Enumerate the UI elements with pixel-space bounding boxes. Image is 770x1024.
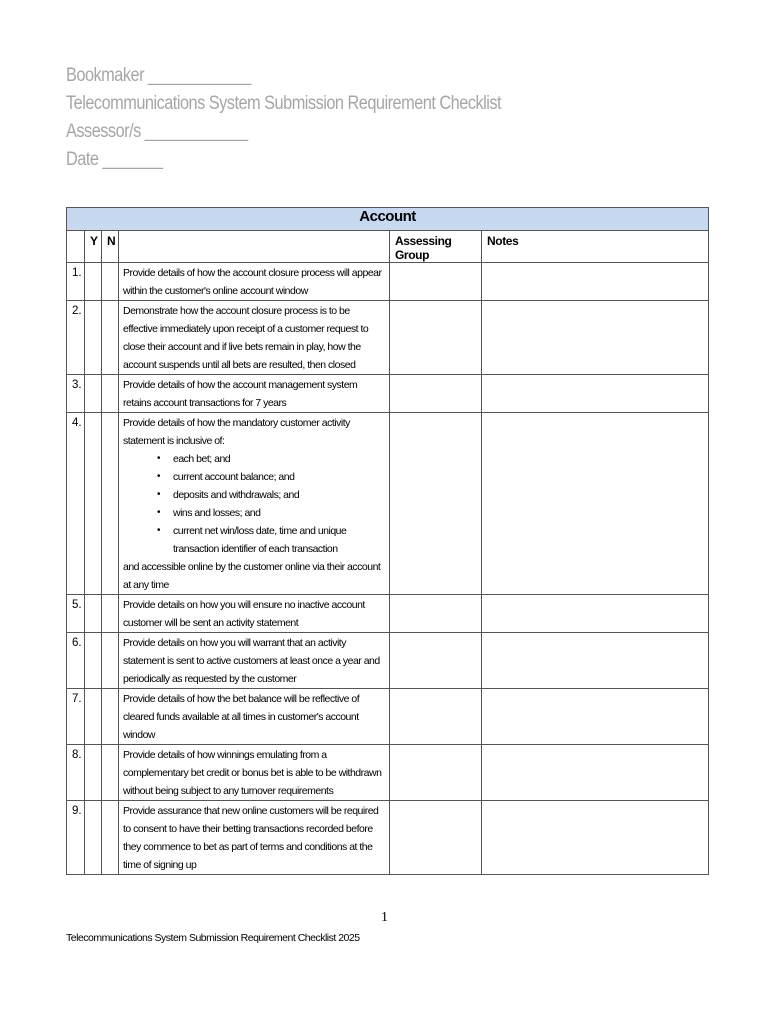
requirement-cell: [119, 375, 390, 413]
checklist-rows: [67, 263, 709, 875]
assessing-group-cell[interactable]: [390, 413, 482, 595]
column-header-row: [67, 231, 709, 263]
assessing-group-cell[interactable]: [390, 301, 482, 375]
notes-cell[interactable]: [482, 689, 709, 745]
requirement-text: Provide assurance that new online customers will be required to consent to have their betting transactions recorded before they commence to bet as part of terms and conditions at the time of signing up: [123, 805, 379, 871]
bullet-item: • current net win/loss date, time and unique transaction identifier of each transaction: [157, 522, 386, 558]
bullet-item: • deposits and withdrawals; and: [157, 486, 386, 504]
notes-cell[interactable]: [482, 263, 709, 301]
assessing-group-cell[interactable]: [390, 375, 482, 413]
requirement-cell: [119, 263, 390, 301]
checkbox-cell-y[interactable]: [85, 375, 102, 413]
checkbox-cell-n[interactable]: [102, 263, 119, 301]
notes-cell[interactable]: [482, 745, 709, 801]
section-header-row: [67, 208, 709, 231]
assessing-group-cell[interactable]: [390, 745, 482, 801]
row-number: 6.: [72, 637, 82, 649]
page-number: 1: [381, 910, 388, 925]
checkbox-cell-n[interactable]: [102, 633, 119, 689]
row-number: 3.: [72, 379, 82, 391]
notes-cell[interactable]: [482, 595, 709, 633]
checkbox-cell-y[interactable]: [85, 633, 102, 689]
requirement-cell: [119, 801, 390, 875]
requirement-cell: [119, 413, 390, 595]
requirement-text: Provide details of how the account closure process will appear within the customer's online account window: [123, 267, 382, 297]
date-line: Date _______: [66, 149, 163, 170]
table-row: [67, 413, 709, 595]
requirement-text: Provide details on how you will warrant that an activity statement is sent to active customers at least once a year and periodically as requested by the customer: [123, 637, 380, 685]
checkbox-cell-n[interactable]: [102, 413, 119, 595]
bookmaker-line: Bookmaker ____________: [66, 65, 251, 86]
col-y-header: Y: [90, 234, 98, 248]
document-header: [66, 62, 501, 174]
assessing-group-cell[interactable]: [390, 801, 482, 875]
requirement-text: Provide details of how the bet balance will be reflective of cleared funds available at all times in customer's account window: [123, 693, 360, 741]
requirement-cell: [119, 301, 390, 375]
row-number: 5.: [72, 599, 82, 611]
row-number: 2.: [72, 305, 82, 317]
footer-text: Telecommunications System Submission Requirement Checklist 2025: [66, 932, 360, 944]
notes-cell[interactable]: [482, 375, 709, 413]
requirement-tail-text: and accessible online by the customer online via their account at any time: [123, 561, 381, 591]
bullet-item: • current account balance; and: [157, 468, 386, 486]
checkbox-cell-n[interactable]: [102, 595, 119, 633]
table-row: [67, 375, 709, 413]
assessors-line: Assessor/s ____________: [66, 121, 248, 142]
checkbox-cell-n[interactable]: [102, 375, 119, 413]
table-row: [67, 801, 709, 875]
document-title: Telecommunications System Submission Requirement Checklist: [66, 93, 502, 114]
notes-cell[interactable]: [482, 801, 709, 875]
row-number: 8.: [72, 749, 82, 761]
row-number: 7.: [72, 693, 82, 705]
checkbox-cell-n[interactable]: [102, 801, 119, 875]
assessing-group-cell[interactable]: [390, 263, 482, 301]
checklist-table: [66, 207, 709, 875]
table-row: [67, 595, 709, 633]
requirement-text: Provide details of how the mandatory customer activity statement is inclusive of:: [123, 417, 350, 447]
col-n-header: N: [107, 234, 116, 248]
row-number: 9.: [72, 805, 82, 817]
assessing-group-cell[interactable]: [390, 689, 482, 745]
checkbox-cell-y[interactable]: [85, 263, 102, 301]
checkbox-cell-n[interactable]: [102, 745, 119, 801]
table-row: [67, 745, 709, 801]
requirement-cell: [119, 689, 390, 745]
requirement-text: Demonstrate how the account closure process is to be effective immediately upon receipt of a customer request to close their account and if live bets remain in play, how the account suspends until all bets are resulted, then closed: [123, 305, 369, 371]
row-number: 1.: [72, 267, 82, 279]
col-notes-header: Notes: [487, 234, 519, 248]
row-number: 4.: [72, 417, 82, 429]
requirement-text: Provide details of how the account management system retains account transactions for 7 years: [123, 379, 358, 409]
checkbox-cell-y[interactable]: [85, 301, 102, 375]
checkbox-cell-y[interactable]: [85, 595, 102, 633]
checkbox-cell-y[interactable]: [85, 801, 102, 875]
checkbox-cell-y[interactable]: [85, 413, 102, 595]
notes-cell[interactable]: [482, 633, 709, 689]
requirement-bullets: [123, 450, 386, 558]
col-assessing-header: Assessing Group: [395, 234, 452, 262]
assessing-group-cell[interactable]: [390, 633, 482, 689]
notes-cell[interactable]: [482, 413, 709, 595]
table-row: [67, 633, 709, 689]
checkbox-cell-y[interactable]: [85, 689, 102, 745]
checkbox-cell-n[interactable]: [102, 301, 119, 375]
bullet-item: • wins and losses; and: [157, 504, 386, 522]
requirement-cell: [119, 595, 390, 633]
requirement-cell: [119, 745, 390, 801]
section-title: Account: [359, 208, 416, 225]
bullet-item: • each bet; and: [157, 450, 386, 468]
checkbox-cell-y[interactable]: [85, 745, 102, 801]
assessing-group-cell[interactable]: [390, 595, 482, 633]
table-row: [67, 301, 709, 375]
requirement-cell: [119, 633, 390, 689]
requirement-text: Provide details on how you will ensure no inactive account customer will be sent an activity statement: [123, 599, 365, 629]
checkbox-cell-n[interactable]: [102, 689, 119, 745]
table-row: [67, 689, 709, 745]
table-row: [67, 263, 709, 301]
requirement-text: Provide details of how winnings emulating from a complementary bet credit or bonus bet is able to be withdrawn without being subject to any turnover requirements: [123, 749, 382, 797]
notes-cell[interactable]: [482, 301, 709, 375]
